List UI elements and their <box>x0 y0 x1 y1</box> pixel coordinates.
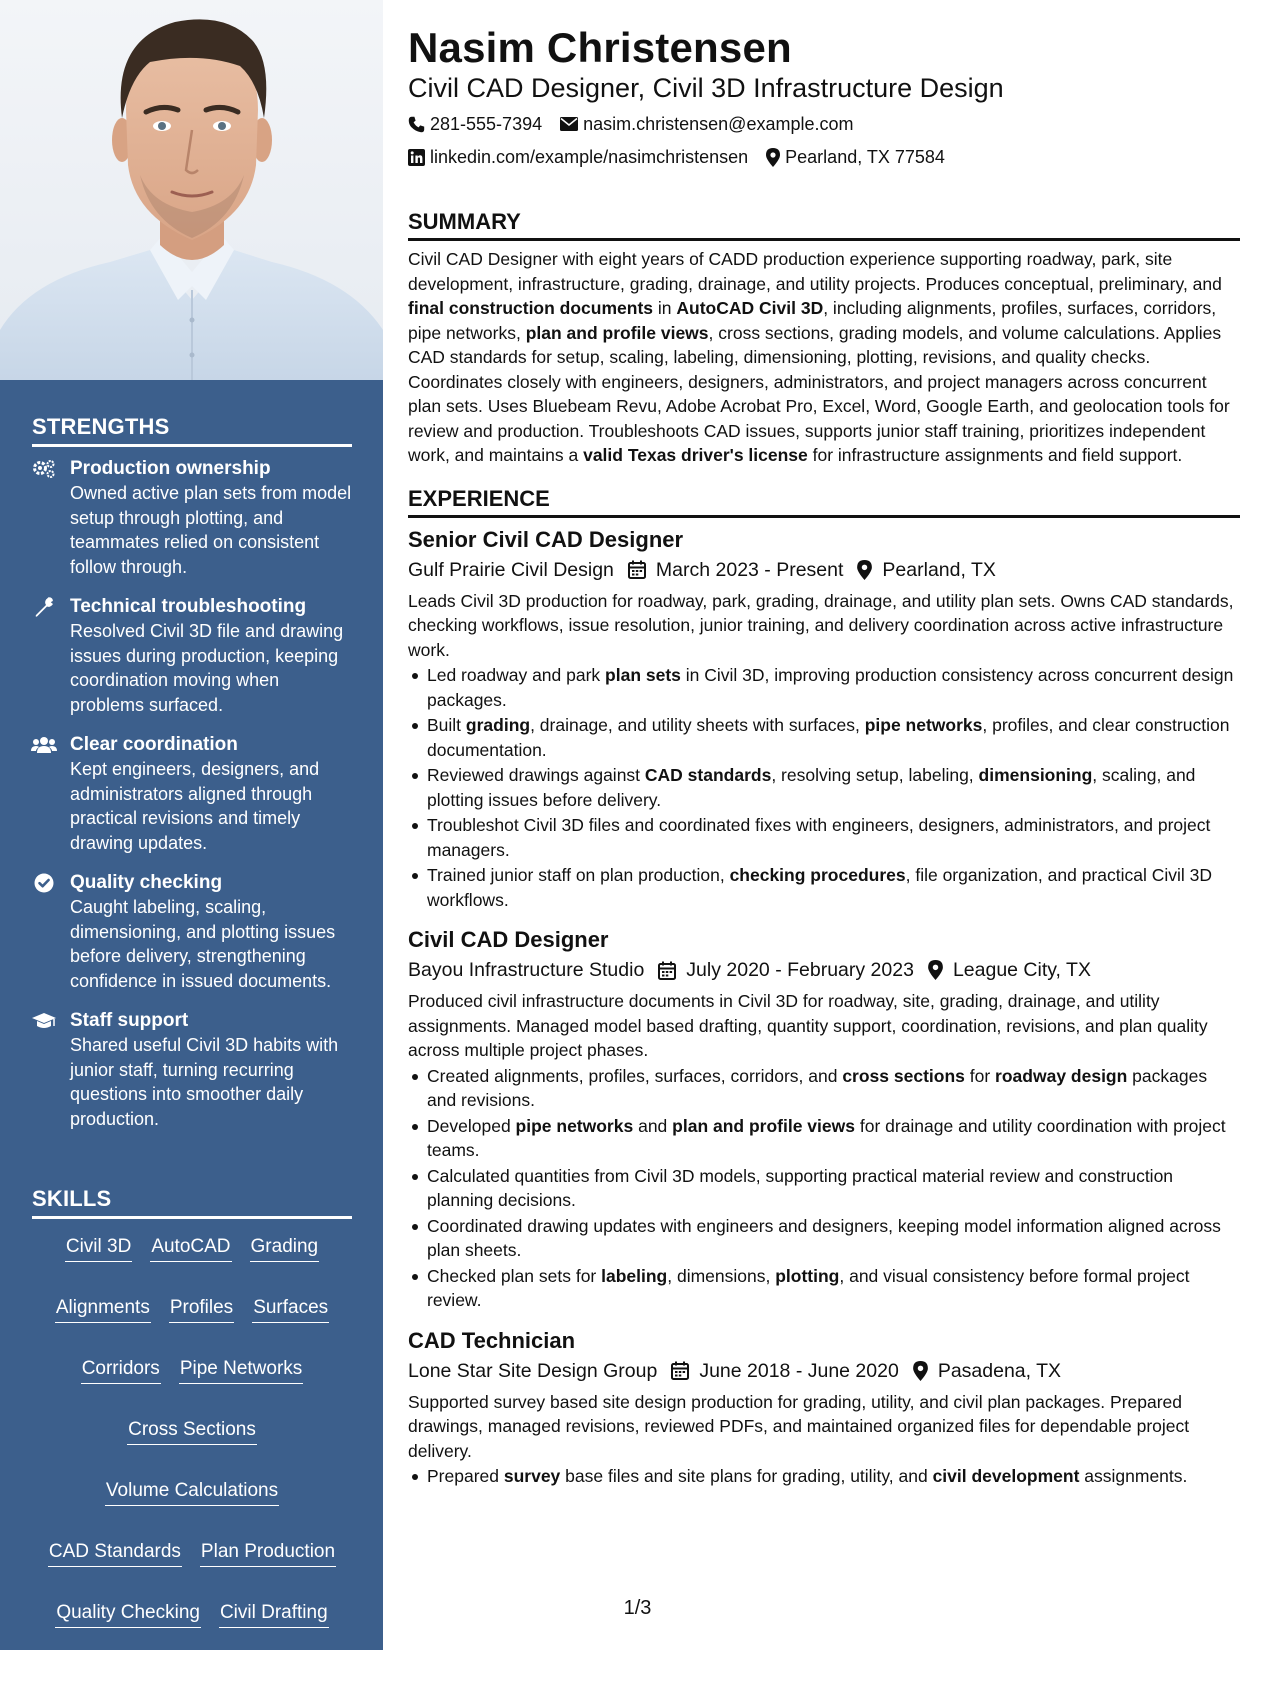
skills-list <box>32 1229 352 1689</box>
calendar-icon <box>658 961 676 980</box>
gears-icon <box>32 458 56 480</box>
summary-section <box>408 209 1240 468</box>
candidate-headline: Civil CAD Designer, Civil 3D Infrastructure Design <box>408 73 1004 103</box>
job-title: Senior Civil CAD Designer <box>408 526 684 552</box>
strengths-section <box>32 414 352 1147</box>
bold-keyword: labeling <box>601 1265 668 1286</box>
strength-item <box>32 871 352 993</box>
skill-tag: Plan Production <box>200 1540 336 1567</box>
job-location: Pasadena, TX <box>937 1359 1062 1382</box>
company-name: Lone Star Site Design Group <box>408 1359 658 1382</box>
job-summary: Supported survey based site design production for grading, utility, and civil plan packages. Prepared drawings, managed revisions, reviewed PDFs, and maintained organized files for dependable project delivery. <box>408 1391 1190 1461</box>
skill-tag: Cross Sections <box>127 1418 257 1445</box>
strength-item <box>32 457 352 579</box>
calendar-icon <box>628 560 646 579</box>
job-bullet: Calculated quantities from Civil 3D models, supporting practical material review and construction planning decisions. <box>408 1164 1240 1213</box>
job-bullet: Built grading, drainage, and utility sheets with surfaces, pipe networks, profiles, and clear construction documentation. <box>408 713 1240 762</box>
map-pin-icon <box>857 560 872 580</box>
job-bullets <box>408 1064 1240 1313</box>
location-text: Pearland, TX 77584 <box>785 147 945 167</box>
main-content <box>408 22 1240 1490</box>
bold-keyword: plan and profile views <box>672 1115 855 1136</box>
job-bullet: Created alignments, profiles, surfaces, corridors, and cross sections for roadway design packages and revisions. <box>408 1064 1240 1113</box>
job-bullet: Reviewed drawings against CAD standards, resolving setup, labeling, dimensioning, scaling, and plotting issues before delivery. <box>408 763 1240 812</box>
phone-contact <box>408 112 542 136</box>
bold-keyword: valid Texas driver's license <box>583 445 808 465</box>
skill-tag: Grading <box>250 1235 320 1262</box>
experience-section <box>408 486 1240 1489</box>
job-dates: July 2020 - February 2023 <box>686 959 914 981</box>
check-circle-icon <box>32 872 56 894</box>
strength-item <box>32 733 352 855</box>
skill-tag: Quality Checking <box>55 1601 201 1628</box>
candidate-name: Nasim Christensen <box>408 24 792 71</box>
bold-keyword: pipe networks <box>864 715 983 735</box>
skill-tag: Civil Drafting <box>219 1601 329 1628</box>
job-bullet: Led roadway and park plan sets in Civil 3D, improving production consistency across concurrent design packages. <box>408 663 1240 712</box>
strength-item <box>32 595 352 717</box>
job-bullet: Prepared survey base files and site plans for grading, utility, and civil development assignments. <box>408 1464 1240 1489</box>
email-contact <box>560 112 853 136</box>
bold-keyword: dimensioning <box>978 765 1093 785</box>
wrench-icon <box>32 596 56 618</box>
skill-tag: Corridors <box>81 1357 161 1384</box>
strength-description: Owned active plan sets from model setup through plotting, and teammates relied on consistent follow through. <box>70 483 352 577</box>
strength-description: Kept engineers, designers, and administrators aligned through practical revisions and timely drawing updates. <box>70 759 320 853</box>
bold-keyword: roadway design <box>995 1065 1128 1086</box>
linkedin-contact <box>408 145 748 169</box>
bold-keyword: plotting <box>775 1265 840 1286</box>
skill-tag: Profiles <box>169 1296 234 1323</box>
profile-photo <box>0 0 383 380</box>
job-entry <box>408 526 1240 913</box>
phone-number[interactable]: 281-555-7394 <box>430 114 543 134</box>
skill-tag: Volume Calculations <box>105 1479 279 1506</box>
strength-title: Production ownership <box>70 458 271 479</box>
job-meta <box>408 956 1240 984</box>
job-meta <box>408 1357 1240 1385</box>
summary-heading: SUMMARY <box>408 209 1240 241</box>
strength-description: Resolved Civil 3D file and drawing issues during production, keeping coordination moving when problems surfaced. <box>70 621 344 715</box>
bold-keyword: pipe networks <box>515 1115 634 1136</box>
job-entry <box>408 1327 1240 1489</box>
company-name: Bayou Infrastructure Studio <box>408 959 645 981</box>
skill-tag: AutoCAD <box>150 1235 231 1262</box>
linkedin-icon <box>408 149 425 166</box>
bold-keyword: grading <box>465 715 531 735</box>
strengths-heading: STRENGTHS <box>32 414 352 447</box>
job-bullet: Coordinated drawing updates with engineers and designers, keeping model information aligned across plan sheets. <box>408 1214 1240 1263</box>
bold-keyword: plan and profile views <box>525 322 709 343</box>
bold-keyword: survey <box>503 1466 561 1486</box>
location-contact <box>766 145 945 169</box>
job-bullets <box>408 663 1240 912</box>
job-entry <box>408 926 1240 1313</box>
job-bullets <box>408 1464 1240 1489</box>
strength-description: Caught labeling, scaling, dimensioning, and plotting issues before delivery, strengthening confidence in issued documents. <box>70 897 336 991</box>
users-icon <box>32 734 56 756</box>
experience-heading: EXPERIENCE <box>408 486 1240 518</box>
bold-keyword: final construction documents <box>408 298 654 318</box>
job-summary: Leads Civil 3D production for roadway, park, grading, drainage, and utility plan sets. Owns CAD standards, checking workflows, issue resolution, junior training, and delivery coordination across active infrastructure work. <box>408 590 1234 660</box>
job-location: League City, TX <box>952 959 1091 981</box>
skill-tag: Utility Design <box>136 1662 249 1689</box>
bold-keyword: cross sections <box>842 1065 965 1086</box>
bold-keyword: CAD standards <box>644 765 772 785</box>
linkedin-url[interactable]: linkedin.com/example/nasimchristensen <box>430 147 749 167</box>
job-meta <box>408 556 1240 584</box>
job-bullet: Troubleshot Civil 3D files and coordinated fixes with engineers, designers, administrators, and project managers. <box>408 813 1240 862</box>
page-number <box>0 1597 1275 1620</box>
company-name: Gulf Prairie Civil Design <box>408 558 614 581</box>
phone-icon <box>408 116 425 133</box>
skill-tag: Pipe Networks <box>179 1357 304 1384</box>
sidebar <box>0 0 383 1684</box>
summary-text: Civil CAD Designer with eight years of CADD production experience supporting roadway, park, site development, infrastructure, grading, drainage, and utility projects. Produces conceptual, preliminary, and final construction documents in AutoCAD Civil 3D, including alignments, profiles, surfaces, corridors, pipe networks, plan and profile views, cross sections, grading models, and volume calculations. Applies CAD standards for setup, scaling, labeling, dimensioning, plotting, revisions, and quality checks. Coordinates closely with engineers, designers, administrators, and project managers across concurrent plan sets. Uses Bluebeam Revu, Adobe Acrobat Pro, Excel, Word, Google Earth, and geolocation tools for review and production. Troubleshoots CAD issues, supports junior staff training, prioritizes independent work, and maintains a valid Texas driver's license for infrastructure assignments and field support. <box>408 249 1230 465</box>
map-pin-icon <box>928 960 943 980</box>
skill-tag: Civil 3D <box>65 1235 132 1262</box>
skill-tag: CAD Standards <box>48 1540 182 1567</box>
page-number-text: 1/3 <box>623 1597 652 1619</box>
job-bullet: Developed pipe networks and plan and profile views for drainage and utility coordination with project teams. <box>408 1114 1240 1163</box>
envelope-icon <box>560 117 578 131</box>
job-dates: June 2018 - June 2020 <box>699 1359 899 1382</box>
strength-item <box>32 1009 352 1131</box>
bold-keyword: checking procedures <box>729 865 906 885</box>
email-address[interactable]: nasim.christensen@example.com <box>583 114 854 134</box>
contact-row <box>408 145 1240 169</box>
skill-tag: Alignments <box>55 1296 151 1323</box>
strength-description: Shared useful Civil 3D habits with junior staff, turning recurring questions into smoother daily production. <box>70 1035 339 1129</box>
strength-title: Staff support <box>70 1010 189 1031</box>
job-title: Civil CAD Designer <box>408 927 609 952</box>
bold-keyword: AutoCAD Civil 3D <box>676 298 824 318</box>
job-bullet: Trained junior staff on plan production, checking procedures, file organization, and practical Civil 3D workflows. <box>408 863 1240 912</box>
bold-keyword: civil development <box>932 1466 1080 1486</box>
graduation-cap-icon <box>32 1010 56 1032</box>
job-title: CAD Technician <box>408 1327 576 1353</box>
job-bullet: Checked plan sets for labeling, dimensions, plotting, and visual consistency before formal project review. <box>408 1264 1240 1313</box>
strength-title: Quality checking <box>70 872 223 893</box>
job-summary: Produced civil infrastructure documents in Civil 3D for roadway, site, grading, drainage, and utility assignments. Managed model based drafting, quantity support, coordination, revisions, and plan quality across multiple project phases. <box>408 991 1208 1060</box>
map-pin-icon <box>913 1361 928 1381</box>
contact-row <box>408 112 1240 136</box>
skill-tag: Surfaces <box>252 1296 329 1323</box>
strength-title: Clear coordination <box>70 734 238 755</box>
job-location: Pearland, TX <box>882 558 996 581</box>
strength-title: Technical troubleshooting <box>70 596 307 617</box>
bold-keyword: plan sets <box>605 665 681 685</box>
skills-heading: SKILLS <box>32 1186 352 1219</box>
calendar-icon <box>671 1361 689 1380</box>
map-pin-icon <box>766 148 780 167</box>
job-dates: March 2023 - Present <box>655 558 844 581</box>
